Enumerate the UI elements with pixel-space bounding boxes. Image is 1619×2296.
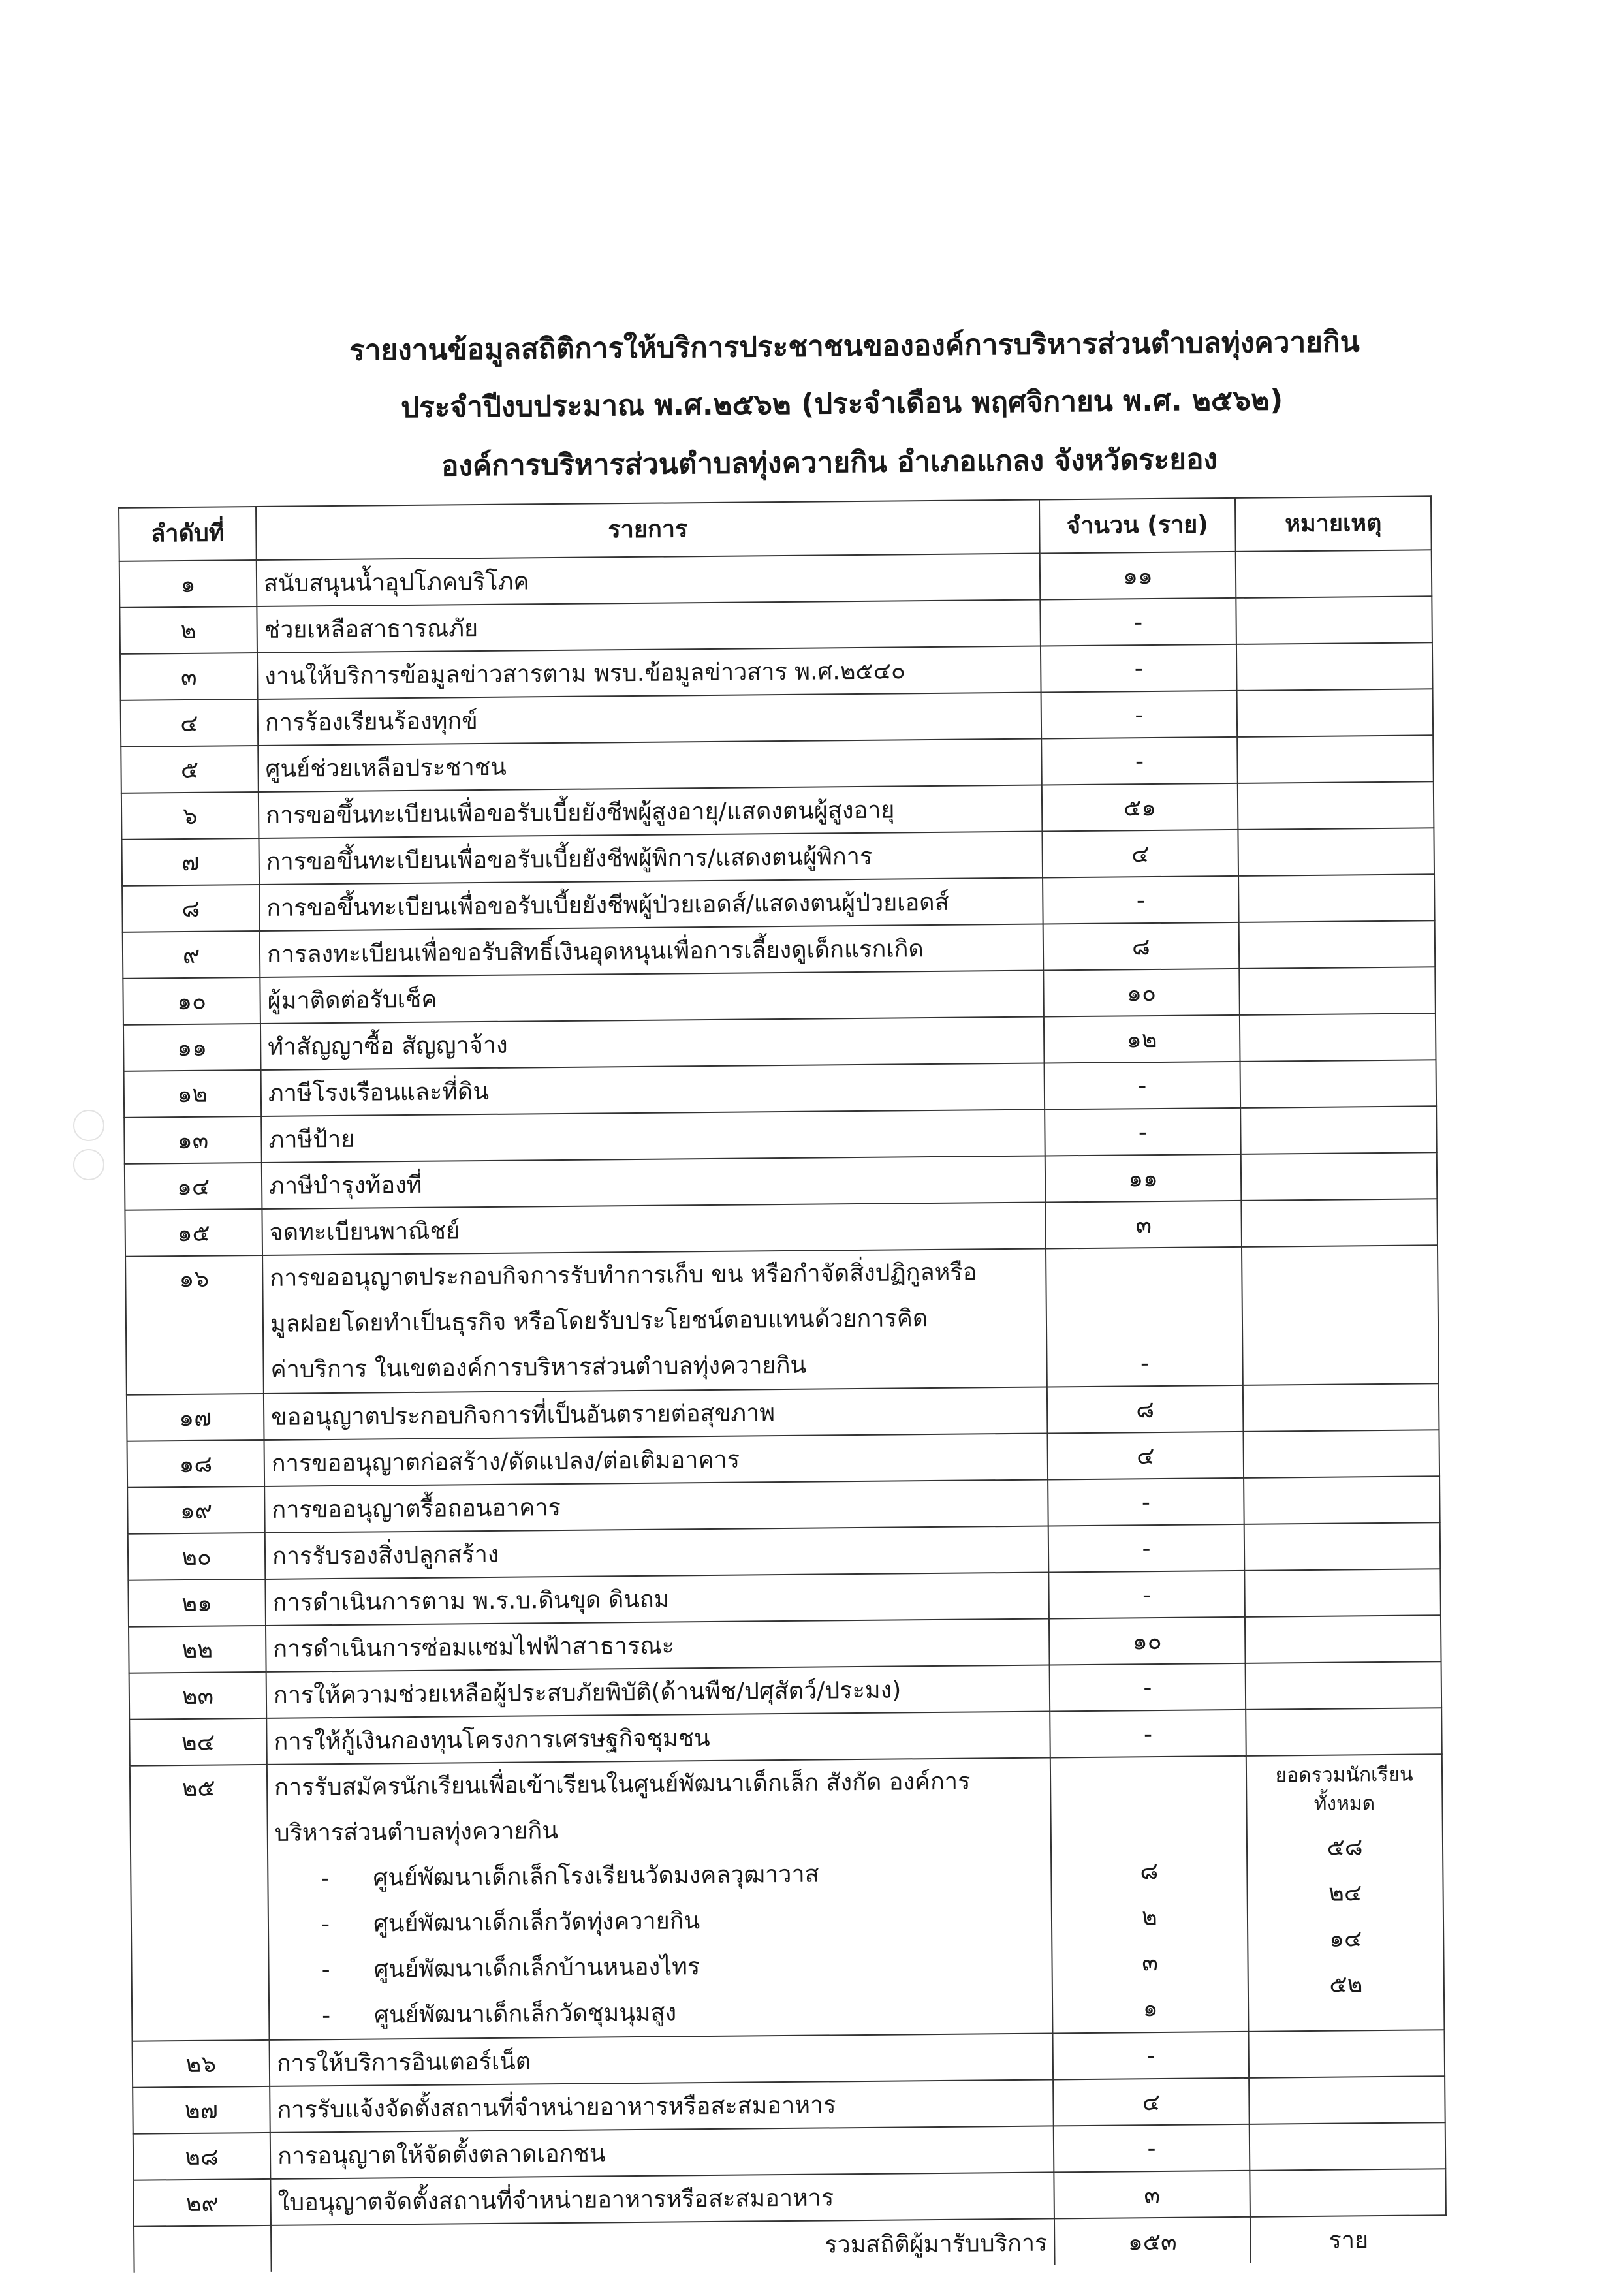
- row-item: จดทะเบียนพาณิชย์: [262, 1202, 1046, 1255]
- row-count: ๘: [1047, 1385, 1244, 1434]
- row-number: ๑๐: [123, 977, 260, 1025]
- row-number: ๓: [120, 653, 258, 700]
- childcare-center-name: ศูนย์พัฒนาเด็กเล็กวัดทุ่งควายกิน: [373, 1908, 700, 1938]
- row-note: [1239, 967, 1436, 1015]
- row-count: -: [1048, 1478, 1244, 1526]
- row-note: [1250, 2122, 1446, 2171]
- row-count: -: [1046, 1247, 1243, 1387]
- report-period: ประจำปีงบประมาณ พ.ศ.๒๕๖๒ (ประจำเดือน พฤศจิกายน พ.ศ. ๒๕๖๒): [400, 383, 1283, 425]
- row-item: การลงทะเบียนเพื่อขอรับสิทธิ์เงินอุดหนุนเพื่อการเลี้ยงดูเด็กแรกเกิด: [260, 924, 1044, 977]
- table-row: [125, 1245, 1439, 1395]
- row-count: -: [1041, 691, 1238, 739]
- row-item: การขอขึ้นทะเบียนเพื่อขอรับเบี้ยยังชีพผู้สูงอายุ/แสดงตนผู้สูงอายุ: [259, 785, 1043, 838]
- row-item: ขออนุญาตประกอบกิจการที่เป็นอันตรายต่อสุขภาพ: [264, 1387, 1048, 1439]
- childcare-center-counts: [1058, 1848, 1241, 2032]
- row-item-line: บริหารส่วนตำบลทุ่งควายกิน: [274, 1817, 559, 1847]
- row-count: -: [1054, 2124, 1250, 2173]
- row-item: การรับแจ้งจัดตั้งสถานที่จำหน่ายอาหารหรือสะสมอาหาร: [270, 2079, 1054, 2132]
- row-note: [1236, 596, 1432, 644]
- row-item: ภาษีป้าย: [261, 1110, 1045, 1163]
- row-item-line: การขออนุญาตประกอบกิจการรับทำการเก็บ ขน หรือกำจัดสิ่งปฏิกูลหรือ: [270, 1259, 977, 1292]
- total-unit: ราย: [1328, 2227, 1369, 2254]
- row-number: ๒๘: [133, 2133, 271, 2180]
- row-number: ๒๓: [129, 1672, 267, 1720]
- total-label: รวมสถิติผู้มารับบริการ: [271, 2218, 1055, 2271]
- row-item: ภาษีบำรุงท้องที่: [262, 1156, 1046, 1209]
- row-note: [1250, 2169, 1446, 2217]
- row-item: ทำสัญญาซื้อ สัญญาจ้าง: [260, 1017, 1045, 1070]
- row-number: ๒๙: [133, 2179, 271, 2227]
- row-note: [1246, 1754, 1445, 2032]
- row-number: ๕: [121, 746, 259, 793]
- row-number: ๒๒: [129, 1626, 266, 1673]
- row-number: ๑๓: [124, 1116, 262, 1164]
- row-count: -: [1048, 1524, 1245, 1573]
- row-item: การรับรองสิ่งปลูกสร้าง: [265, 1526, 1049, 1579]
- childcare-center-list: [275, 1850, 1045, 2039]
- row-number: ๙: [123, 931, 260, 979]
- row-count: ๔: [1047, 1432, 1244, 1480]
- row-item: การให้บริการอินเตอร์เน็ต: [270, 2033, 1054, 2086]
- row-number: ๑๕: [125, 1209, 262, 1257]
- row-item: ผู้มาติดต่อรับเช็ค: [260, 971, 1044, 1024]
- total-spacer: [134, 2225, 272, 2273]
- row-count: -: [1041, 644, 1237, 693]
- row-item: การร้องเรียนร้องทุกข์: [258, 693, 1042, 746]
- row-count: -: [1045, 1108, 1241, 1156]
- row-number: ๒๔: [129, 1718, 267, 1766]
- report-title: รายงานข้อมูลสถิติการให้บริการประชาชนขององค์การบริหารส่วนตำบลทุ่งควายกิน: [349, 325, 1360, 368]
- row-number: ๑๑: [123, 1024, 261, 1071]
- row-number: ๘: [122, 885, 260, 932]
- row-number: ๑๒: [124, 1070, 262, 1118]
- row-number: ๖: [121, 792, 259, 840]
- bullet-dash: -: [321, 1957, 330, 1984]
- row-count: -: [1043, 876, 1239, 924]
- row-number: ๗: [121, 838, 259, 886]
- row-count: ๑๐: [1049, 1617, 1246, 1665]
- childcare-center-name: ศูนย์พัฒนาเด็กเล็กบ้านหนองไทร: [373, 1953, 700, 1983]
- table-body-a: [119, 550, 1438, 1256]
- punch-hole-mark: [73, 1110, 104, 1141]
- row-note: [1244, 1522, 1441, 1571]
- row-note: [1240, 1106, 1437, 1154]
- childcare-center-count: ๘: [1140, 1858, 1159, 1885]
- total-value: ๑๕๓: [1054, 2217, 1251, 2265]
- row-number: ๒๐: [128, 1533, 266, 1580]
- row-note: [1243, 1383, 1439, 1432]
- row-count: -: [1050, 1710, 1246, 1758]
- row-item: การดำเนินการตาม พ.ร.บ.ดินขุด ดินถม: [265, 1572, 1049, 1625]
- row-count: ๔: [1053, 2078, 1250, 2126]
- row-note: [1244, 1569, 1441, 1617]
- row-item: การขอขึ้นทะเบียนเพื่อขอรับเบี้ยยังชีพผู้ป่วยเอดส์/แสดงตนผู้ป่วยเอดส์: [259, 878, 1043, 931]
- row-count: ๓: [1045, 1201, 1242, 1249]
- row-count: -: [1050, 1663, 1246, 1712]
- childcare-center-total: ๑๔: [1329, 1925, 1362, 1953]
- row-note: [1249, 2076, 1445, 2124]
- row-number: ๒๑: [128, 1579, 266, 1627]
- row-note: [1238, 874, 1435, 922]
- table-body-row16: [125, 1245, 1439, 1395]
- note-total-students: ยอดรวมนักเรียนทั้งหมด: [1275, 1763, 1413, 1816]
- punch-hole-mark: [73, 1149, 104, 1180]
- childcare-center-total: ๕๒: [1329, 1971, 1363, 1998]
- row-note: [1246, 1708, 1442, 1756]
- row-number: ๑๗: [127, 1394, 264, 1441]
- row-count: ๓: [1054, 2171, 1250, 2219]
- row-note: [1240, 1013, 1436, 1062]
- row-item: งานให้บริการข้อมูลข่าวสารตาม พรบ.ข้อมูลข่าวสาร พ.ศ.๒๕๔๐: [257, 646, 1041, 699]
- childcare-center-item: [322, 1987, 1046, 2039]
- row-note: [1243, 1430, 1439, 1478]
- row-count: -: [1048, 1571, 1245, 1619]
- column-header-note: หมายเหตุ: [1235, 496, 1432, 552]
- bullet-dash: -: [321, 1865, 330, 1893]
- row-count: ๘: [1043, 922, 1240, 971]
- row-count: -: [1040, 598, 1236, 646]
- row-item: ใบอนุญาตจัดตั้งสถานที่จำหน่ายอาหารหรือสะสมอาหาร: [270, 2172, 1054, 2225]
- row-number: ๑๔: [125, 1163, 262, 1210]
- table-body-row25: [130, 1754, 1445, 2041]
- row-item: ช่วยเหลือสาธารณภัย: [257, 600, 1041, 653]
- row-item: การดำเนินการซ่อมแซมไฟฟ้าสาธารณะ: [266, 1618, 1050, 1671]
- row-item: การขออนุญาตก่อสร้าง/ดัดแปลง/ต่อเติมอาคาร: [264, 1433, 1048, 1486]
- row-number: ๑๙: [127, 1486, 265, 1534]
- row-item: สนับสนุนน้ำอุปโภคบริโภค: [257, 554, 1041, 606]
- childcare-center-name: ศูนย์พัฒนาเด็กเล็กโรงเรียนวัดมงคลวุฒาวาส: [373, 1861, 819, 1892]
- row-item-line: ค่าบริการ ในเขตองค์การบริหารส่วนตำบลทุ่งควายกิน: [270, 1351, 807, 1383]
- row-note: [1237, 735, 1434, 783]
- report-organization: องค์การบริหารส่วนตำบลทุ่งควายกิน อำเภอแกลง จังหวัดระยอง: [441, 443, 1218, 483]
- row-note: [1242, 1245, 1439, 1385]
- row-item: [262, 1248, 1047, 1393]
- childcare-center-item: [321, 1942, 1045, 1994]
- childcare-center-totals: [1254, 1817, 1438, 2008]
- table-body-c: [133, 2030, 1446, 2227]
- row-item: การขออนุญาตรื้อถอนอาคาร: [264, 1479, 1048, 1532]
- row-number: ๒๗: [133, 2086, 270, 2134]
- row-item: การให้ความช่วยเหลือผู้ประสบภัยพิบัติ(ด้านพืช/ปศุสัตว์/ประมง): [266, 1665, 1050, 1718]
- row-note: [1248, 2030, 1445, 2078]
- row-count: ๑๑: [1040, 552, 1236, 600]
- row-count: -: [1052, 2032, 1249, 2080]
- row-number: ๑: [119, 560, 257, 608]
- row-note: [1246, 1661, 1442, 1710]
- row-note: [1245, 1615, 1441, 1663]
- row-item: ศูนย์ช่วยเหลือประชาชน: [258, 739, 1042, 792]
- row-number: ๔: [121, 699, 259, 747]
- row-note: [1239, 920, 1436, 969]
- row-count: [1050, 1756, 1249, 2034]
- column-header-item: รายการ: [256, 500, 1040, 560]
- row-item: การให้กู้เงินกองทุนโครงการเศรษฐกิจชุมชน: [266, 1711, 1050, 1764]
- bullet-dash: -: [321, 1911, 330, 1938]
- childcare-center-item: [321, 1850, 1045, 1902]
- row-item: การขอขึ้นทะเบียนเพื่อขอรับเบี้ยยังชีพผู้พิการ/แสดงตนผู้พิการ: [259, 832, 1043, 885]
- row-note: [1241, 1152, 1438, 1201]
- row-note: [1236, 550, 1432, 598]
- childcare-center-name: ศูนย์พัฒนาเด็กเล็กวัดชุมนุมสูง: [374, 1999, 677, 2029]
- childcare-center-total: ๒๔: [1328, 1879, 1362, 1907]
- row-count: ๕๑: [1042, 783, 1238, 832]
- row-count: -: [1045, 1062, 1241, 1110]
- row-count: ๑๑: [1045, 1154, 1242, 1203]
- row-count: -: [1041, 737, 1238, 785]
- row-count: ๑๒: [1044, 1015, 1240, 1063]
- row-item-line: การรับสมัครนักเรียนเพื่อเข้าเรียนในศูนย์พัฒนาเด็กเล็ก สังกัด องค์การ: [274, 1768, 971, 1801]
- row-count: ๑๐: [1043, 969, 1240, 1017]
- row-note: [1236, 642, 1433, 691]
- childcare-center-item: [321, 1896, 1045, 1948]
- row-number: ๒๕: [130, 1765, 270, 2041]
- childcare-center-count: ๑: [1142, 1995, 1158, 2022]
- row-number: ๒: [119, 606, 257, 654]
- row-item: การอนุญาตให้จัดตั้งตลาดเอกชน: [270, 2126, 1054, 2178]
- childcare-center-total: ๕๘: [1327, 1834, 1363, 1861]
- row-number: ๒๖: [133, 2040, 270, 2088]
- column-header-count: จำนวน (ราย): [1039, 498, 1236, 554]
- bullet-dash: -: [322, 2002, 331, 2030]
- row-note: [1238, 781, 1434, 830]
- row-note: [1244, 1476, 1440, 1524]
- childcare-center-count: ๒: [1141, 1904, 1157, 1931]
- table-body-b: [127, 1383, 1442, 1766]
- row-number: ๑๘: [127, 1440, 265, 1488]
- row-note: [1240, 1060, 1437, 1108]
- statistics-table: [118, 495, 1447, 2272]
- childcare-center-count: ๓: [1142, 1949, 1159, 1977]
- row-note: [1238, 828, 1434, 876]
- row-item: ภาษีโรงเรือนและที่ดิน: [261, 1063, 1045, 1116]
- column-header-no: ลำดับที่: [119, 507, 257, 561]
- row-count: ๔: [1042, 830, 1238, 878]
- row-number: ๑๖: [125, 1255, 264, 1395]
- table-row: [130, 1754, 1445, 2041]
- row-item-line: มูลฝอยโดยทำเป็นธุรกิจ หรือโดยรับประโยชน์ตอบแทนด้วยการคิด: [270, 1305, 928, 1338]
- row-note: [1237, 689, 1434, 737]
- row-note: [1241, 1199, 1438, 1247]
- row-item: [267, 1757, 1053, 2039]
